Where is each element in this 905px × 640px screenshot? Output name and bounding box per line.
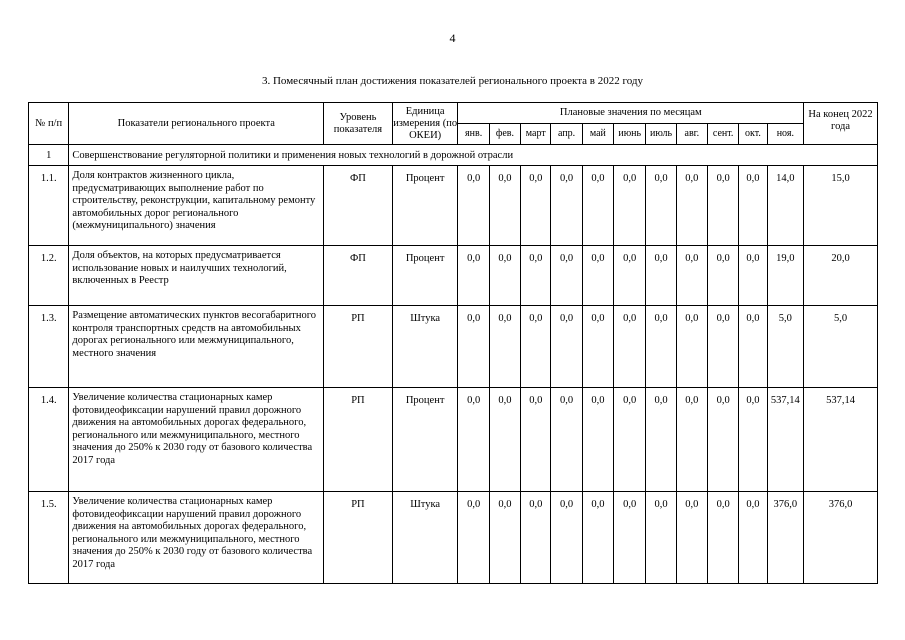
row-month-value: 14,0: [767, 166, 803, 246]
row-month-value: 0,0: [676, 492, 707, 584]
header-month: фев.: [489, 124, 520, 145]
row-month-value: 0,0: [646, 492, 676, 584]
row-month-value: 0,0: [708, 388, 739, 492]
header-month: апр.: [551, 124, 582, 145]
header-level: Уровень показателя: [324, 103, 393, 145]
row-month-value: 0,0: [614, 246, 646, 306]
header-month: ноя.: [767, 124, 803, 145]
row-num: 1.2.: [29, 246, 69, 306]
header-month: сент.: [708, 124, 739, 145]
row-month-value: 0,0: [521, 306, 551, 388]
row-month-value: 0,0: [458, 492, 489, 584]
row-month-value: 0,0: [551, 388, 582, 492]
row-month-value: 0,0: [551, 306, 582, 388]
row-month-value: 0,0: [582, 306, 613, 388]
section-row: [29, 145, 878, 166]
row-unit: Процент: [392, 166, 458, 246]
row-month-value: 0,0: [582, 166, 613, 246]
row-month-value: 0,0: [458, 306, 489, 388]
row-year-end: 5,0: [804, 306, 878, 388]
row-month-value: 0,0: [489, 166, 520, 246]
header-month: авг.: [676, 124, 707, 145]
row-month-value: 0,0: [708, 306, 739, 388]
row-month-value: 0,0: [458, 166, 489, 246]
table-row: [29, 388, 878, 492]
row-num: 1.1.: [29, 166, 69, 246]
row-indicator: Размещение автоматических пунктов весогабаритного контроля транспортных средств на автомобильных дорогах регионального или межмуниципального, местного значения: [69, 306, 324, 388]
header-indicator: Показатели регионального проекта: [69, 103, 324, 145]
row-num: 1.4.: [29, 388, 69, 492]
row-month-value: 0,0: [676, 306, 707, 388]
row-month-value: 0,0: [458, 388, 489, 492]
table-title: 3. Помесячный план достижения показателей регионального проекта в 2022 году: [261, 75, 643, 87]
row-month-value: 0,0: [646, 388, 676, 492]
row-month-value: 0,0: [739, 306, 767, 388]
row-month-value: 0,0: [489, 246, 520, 306]
row-level: ФП: [324, 246, 393, 306]
row-level: ФП: [324, 166, 393, 246]
header-month: июль: [646, 124, 676, 145]
row-month-value: 0,0: [521, 388, 551, 492]
row-month-value: 0,0: [708, 246, 739, 306]
row-month-value: 0,0: [551, 166, 582, 246]
header-month: март: [521, 124, 551, 145]
row-year-end: 15,0: [804, 166, 878, 246]
header-month: июнь: [614, 124, 646, 145]
header-month: май: [582, 124, 613, 145]
header-month: окт.: [739, 124, 767, 145]
row-indicator: Увеличение количества стационарных камер фотовидеофиксации нарушений правил дорожного движения на автомобильных дорогах федерального, регионального или межмуниципального, местного значения до 250% к 2030 году от базового количества 2017 года: [69, 388, 324, 492]
row-month-value: 5,0: [767, 306, 803, 388]
row-month-value: 0,0: [489, 388, 520, 492]
row-month-value: 537,14: [767, 388, 803, 492]
row-month-value: 0,0: [582, 388, 613, 492]
row-month-value: 0,0: [521, 246, 551, 306]
row-month-value: 0,0: [489, 492, 520, 584]
row-month-value: 0,0: [676, 388, 707, 492]
row-level: РП: [324, 492, 393, 584]
row-num: 1.5.: [29, 492, 69, 584]
row-level: РП: [324, 306, 393, 388]
row-num: 1.3.: [29, 306, 69, 388]
row-year-end: 376,0: [804, 492, 878, 584]
table-row: [29, 492, 878, 584]
row-month-value: 0,0: [646, 306, 676, 388]
row-month-value: 0,0: [521, 166, 551, 246]
section-title: Совершенствование регуляторной политики и применения новых технологий в дорожной отрасли: [69, 145, 878, 166]
row-unit: Процент: [392, 388, 458, 492]
header-monthly: Плановые значения по месяцам: [458, 103, 804, 124]
header-num: № п/п: [29, 103, 69, 145]
row-month-value: 0,0: [676, 246, 707, 306]
row-month-value: 0,0: [458, 246, 489, 306]
row-month-value: 0,0: [739, 388, 767, 492]
row-indicator: Доля контрактов жизненного цикла, предусматривающих выполнение работ по строительству, реконструкции, капитальному ремонту автомобильных дорог регионального (межмуниципального) значения: [69, 166, 324, 246]
row-month-value: 0,0: [646, 166, 676, 246]
row-year-end: 537,14: [804, 388, 878, 492]
row-unit: Процент: [392, 246, 458, 306]
row-month-value: 0,0: [582, 492, 613, 584]
monthly-plan-table: [28, 102, 878, 584]
row-month-value: 0,0: [614, 492, 646, 584]
page-number: 4: [449, 31, 456, 45]
row-indicator: Доля объектов, на которых предусматривается использование новых и наилучших технологий, включенных в Реестр: [69, 246, 324, 306]
row-year-end: 20,0: [804, 246, 878, 306]
row-month-value: 0,0: [551, 246, 582, 306]
row-month-value: 0,0: [614, 166, 646, 246]
row-month-value: 376,0: [767, 492, 803, 584]
row-month-value: 0,0: [582, 246, 613, 306]
row-unit: Штука: [392, 306, 458, 388]
header-year-end: На конец 2022 года: [804, 103, 878, 145]
row-unit: Штука: [392, 492, 458, 584]
row-level: РП: [324, 388, 393, 492]
row-month-value: 0,0: [708, 492, 739, 584]
row-month-value: 0,0: [521, 492, 551, 584]
table-row: [29, 166, 878, 246]
row-month-value: 0,0: [708, 166, 739, 246]
row-month-value: 0,0: [614, 306, 646, 388]
header-month: янв.: [458, 124, 489, 145]
row-month-value: 0,0: [646, 246, 676, 306]
table-row: [29, 246, 878, 306]
row-month-value: 19,0: [767, 246, 803, 306]
section-num: 1: [29, 145, 69, 166]
row-month-value: 0,0: [739, 492, 767, 584]
row-month-value: 0,0: [676, 166, 707, 246]
row-month-value: 0,0: [739, 246, 767, 306]
row-month-value: 0,0: [489, 306, 520, 388]
row-month-value: 0,0: [614, 388, 646, 492]
row-indicator: Увеличение количества стационарных камер фотовидеофиксации нарушений правил дорожного движения на автомобильных дорогах федерального, регионального или межмуниципального, местного значения до 250% к 2030 году от базового количества 2017 года: [69, 492, 324, 584]
row-month-value: 0,0: [551, 492, 582, 584]
header-unit: Единица измерения (по ОКЕИ): [392, 103, 458, 145]
row-month-value: 0,0: [739, 166, 767, 246]
table-row: [29, 306, 878, 388]
